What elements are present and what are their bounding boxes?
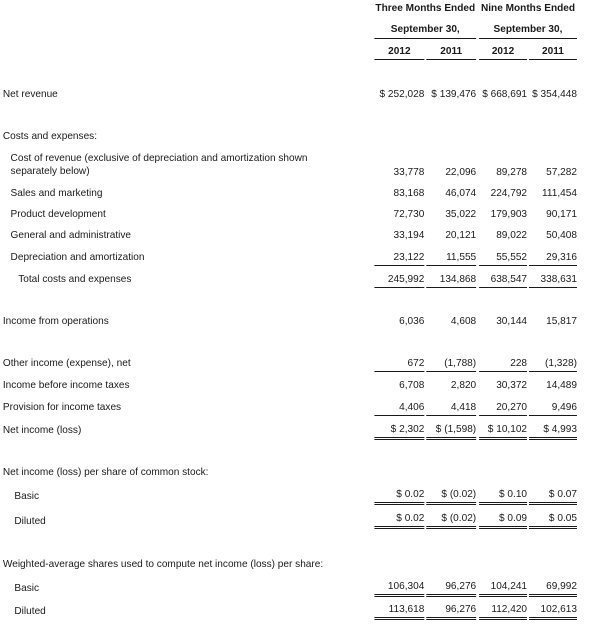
- cell-shares-diluted: 112,420: [491, 603, 528, 615]
- cell-total-costs: 638,547: [490, 273, 528, 285]
- cell-income-before-taxes: 30,372: [496, 379, 528, 391]
- cell-income-operations: 6,036: [399, 315, 425, 327]
- header-rule: [479, 38, 577, 39]
- cell-cost-of-revenue: 22,096: [445, 166, 477, 178]
- row-label-income-operations: Income from operations: [2, 315, 109, 327]
- cell-net-income: $ 10,102: [487, 423, 528, 435]
- row-label-cost-of-revenue: Cost of revenue (exclusive of depreciation and amortization shown separately below): [10, 152, 308, 177]
- cell-eps-basic: $ 0.02: [396, 488, 425, 500]
- cell-shares-diluted: 113,618: [388, 603, 425, 615]
- row-label-shares-basic: Basic: [14, 582, 40, 594]
- subtotal-rule: [374, 265, 424, 266]
- cell-depreciation: 11,555: [446, 251, 477, 263]
- subtotal-rule: [426, 415, 476, 416]
- cell-general-admin: 33,194: [393, 229, 425, 241]
- cell-eps-basic: $ 0.10: [499, 488, 528, 500]
- total-double-rule: [479, 502, 527, 505]
- header-period-end-1: September 30,: [390, 23, 460, 35]
- total-double-rule: [374, 617, 424, 620]
- cell-sales-marketing: 224,792: [490, 187, 528, 199]
- header-three-months: Three Months Ended: [375, 2, 476, 14]
- subtotal-rule: [426, 371, 476, 372]
- cell-eps-diluted: $ 0.09: [499, 512, 528, 524]
- row-label-general-admin: General and administrative: [10, 229, 132, 241]
- cell-net-income: $ 2,302: [390, 423, 425, 435]
- cell-cost-of-revenue: 89,278: [496, 166, 528, 178]
- total-rule: [426, 287, 476, 288]
- total-double-rule: [426, 594, 476, 597]
- total-rule: [529, 287, 577, 288]
- cell-sales-marketing: 83,168: [393, 187, 425, 199]
- cell-income-operations: 4,608: [450, 315, 477, 327]
- subtotal-rule: [529, 265, 577, 266]
- cell-depreciation: 23,122: [393, 251, 425, 263]
- cell-general-admin: 89,022: [496, 229, 528, 241]
- section-heading-costs: Costs and expenses:: [2, 130, 98, 142]
- year-rule: [426, 59, 476, 60]
- total-double-rule: [374, 594, 424, 597]
- subtotal-rule: [426, 265, 476, 266]
- total-double-rule: [426, 617, 476, 620]
- total-double-rule: [529, 594, 577, 597]
- subtotal-rule: [374, 415, 424, 416]
- total-double-rule: [374, 502, 424, 505]
- cell-total-costs: 134,868: [439, 273, 477, 285]
- cell-provision-taxes: 4,406: [399, 401, 425, 413]
- header-period-end-2: September 30,: [493, 23, 563, 35]
- total-double-rule: [529, 617, 577, 620]
- year-rule: [374, 59, 424, 60]
- subtotal-rule: [479, 371, 527, 372]
- cell-other-income: 228: [510, 357, 528, 369]
- cell-total-costs: 338,631: [540, 273, 577, 285]
- total-double-rule: [426, 526, 476, 529]
- cell-eps-diluted: $ 0.05: [548, 512, 577, 524]
- total-rule: [479, 287, 527, 288]
- cell-shares-basic: 96,276: [445, 580, 477, 592]
- total-double-rule: [529, 502, 577, 505]
- cell-income-before-taxes: 14,489: [546, 379, 577, 391]
- row-label-provision-taxes: Provision for income taxes: [2, 401, 122, 413]
- row-label-net-income: Net income (loss): [2, 424, 82, 436]
- cell-depreciation: 29,316: [546, 251, 577, 263]
- cell-shares-diluted: 102,613: [540, 603, 577, 615]
- year-header: 2011: [542, 45, 564, 57]
- row-label-shares-diluted: Diluted: [14, 605, 46, 617]
- cell-income-operations: 30,144: [496, 315, 528, 327]
- total-double-rule: [479, 526, 527, 529]
- cell-general-admin: 50,408: [546, 229, 577, 241]
- cell-product-development: 35,022: [445, 208, 477, 220]
- row-label-depreciation: Depreciation and amortization: [10, 251, 145, 263]
- cell-net-income: $ 4,993: [543, 423, 577, 435]
- row-label-other-income: Other income (expense), net: [2, 357, 131, 369]
- cell-shares-basic: 104,241: [490, 580, 528, 592]
- cell-sales-marketing: 46,074: [445, 187, 477, 199]
- total-double-rule: [529, 437, 577, 440]
- section-heading-shares: Weighted-average shares used to compute net income (loss) per share:: [2, 558, 324, 570]
- row-label-sales-marketing: Sales and marketing: [10, 187, 103, 199]
- cell-general-admin: 20,121: [445, 229, 477, 241]
- cell-eps-diluted: $ 0.02: [396, 512, 425, 524]
- row-label-product-development: Product development: [10, 208, 106, 220]
- cell-other-income: (1,328): [545, 357, 577, 369]
- cell-total-costs: 245,992: [387, 273, 425, 285]
- cell-net-revenue: $ 252,028: [379, 88, 425, 100]
- total-double-rule: [374, 437, 424, 440]
- cell-net-income: $ (1,598): [435, 423, 477, 435]
- total-double-rule: [479, 594, 527, 597]
- total-double-rule: [426, 437, 476, 440]
- cell-income-before-taxes: 6,708: [399, 379, 425, 391]
- cell-shares-diluted: 96,276: [445, 603, 477, 615]
- total-double-rule: [479, 617, 527, 620]
- cell-net-revenue: $ 354,448: [532, 88, 577, 100]
- year-header: 2012: [491, 45, 515, 57]
- cell-income-operations: 15,817: [546, 315, 577, 327]
- subtotal-rule: [374, 371, 424, 372]
- cell-other-income: 672: [407, 357, 425, 369]
- section-heading-eps: Net income (loss) per share of common stock:: [2, 466, 209, 478]
- header-nine-months: Nine Months Ended: [480, 2, 576, 14]
- cell-provision-taxes: 20,270: [496, 401, 528, 413]
- subtotal-rule: [479, 415, 527, 416]
- cell-shares-basic: 69,992: [546, 580, 577, 592]
- total-double-rule: [529, 526, 577, 529]
- cell-eps-basic: $ 0.07: [548, 488, 577, 500]
- cell-product-development: 72,730: [393, 208, 425, 220]
- cell-depreciation: 55,552: [496, 251, 528, 263]
- header-rule: [374, 38, 476, 39]
- total-rule: [374, 287, 424, 288]
- subtotal-rule: [529, 371, 577, 372]
- row-label-eps-basic: Basic: [14, 490, 40, 502]
- cell-cost-of-revenue: 57,282: [546, 166, 577, 178]
- row-label-income-before-taxes: Income before income taxes: [2, 379, 130, 391]
- cell-eps-basic: $ (0.02): [441, 488, 477, 500]
- total-double-rule: [479, 437, 527, 440]
- cell-net-revenue: $ 139,476: [431, 88, 477, 100]
- row-label-total-costs: Total costs and expenses: [18, 273, 132, 285]
- cell-income-before-taxes: 2,820: [450, 379, 477, 391]
- year-rule: [479, 59, 527, 60]
- year-header: 2012: [388, 45, 411, 57]
- subtotal-rule: [479, 265, 527, 266]
- cell-shares-basic: 106,304: [387, 580, 425, 592]
- year-header: 2011: [440, 45, 463, 57]
- cell-net-revenue: $ 668,691: [482, 88, 528, 100]
- cell-provision-taxes: 9,496: [551, 401, 577, 413]
- row-label-eps-diluted: Diluted: [14, 515, 46, 527]
- cell-product-development: 179,903: [490, 208, 528, 220]
- total-double-rule: [374, 526, 424, 529]
- row-label-net-revenue: Net revenue: [2, 88, 58, 100]
- cell-eps-diluted: $ (0.02): [441, 512, 477, 524]
- cell-product-development: 90,171: [546, 208, 577, 220]
- cell-provision-taxes: 4,418: [450, 401, 477, 413]
- year-rule: [529, 59, 577, 60]
- subtotal-rule: [529, 415, 577, 416]
- total-double-rule: [426, 502, 476, 505]
- cell-cost-of-revenue: 33,778: [393, 166, 425, 178]
- cell-other-income: (1,788): [444, 357, 477, 369]
- cell-sales-marketing: 111,454: [542, 187, 577, 199]
